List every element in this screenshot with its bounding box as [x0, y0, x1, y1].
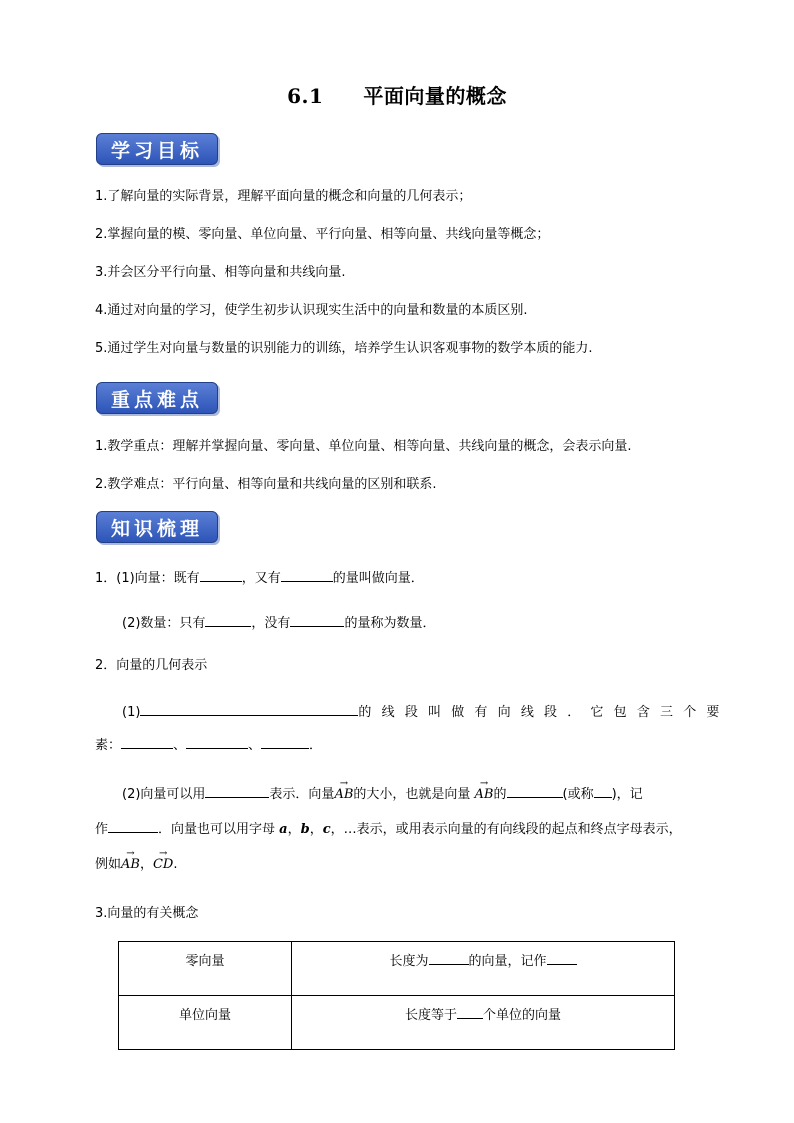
- fill-blank[interactable]: [281, 568, 333, 582]
- fill-blank[interactable]: [547, 951, 577, 965]
- goal-2: 2.掌握向量的模、零向量、单位向量、平行向量、相等向量、共线向量等概念；: [95, 227, 550, 242]
- section-badge-key-points: 重点难点: [96, 382, 218, 414]
- knowledge-vector-definition: 1．(1)向量：既有 ，又有 的量叫做向量．: [95, 568, 424, 588]
- fill-blank[interactable]: [429, 951, 469, 965]
- fill-blank[interactable]: [205, 613, 251, 627]
- table-cell-name: 单位向量: [119, 996, 292, 1050]
- fill-blank[interactable]: [200, 568, 242, 582]
- fill-blank[interactable]: [594, 784, 612, 798]
- goal-5: 5.通过学生对向量与数量的识别能力的训练，培养学生认识客观事物的数学本质的能力.: [95, 341, 593, 356]
- vector-ab: → AB: [334, 786, 353, 804]
- section-badge-knowledge: 知识梳理: [96, 511, 218, 543]
- goal-1: 1.了解向量的实际背景，理解平面向量的概念和向量的几何表示；: [95, 189, 472, 204]
- fill-blank[interactable]: [108, 819, 158, 833]
- fill-blank[interactable]: [507, 784, 563, 798]
- goal-3: 3.并会区分平行向量、相等向量和共线向量.: [95, 265, 346, 280]
- fill-blank[interactable]: [186, 735, 248, 749]
- knowledge-scalar-definition: (2)数量：只有 ，没有 的量称为数量．: [122, 613, 435, 633]
- section-badge-goals: 学习目标: [96, 133, 218, 165]
- knowledge-concepts-title: 3.向量的有关概念: [95, 906, 199, 921]
- table-cell-name: 零向量: [119, 942, 292, 996]
- vector-cd: → CD: [153, 856, 173, 874]
- key-point-1: 1.教学重点：理解并掌握向量、零向量、单位向量、相等向量、共线向量的概念，会表示向量.: [95, 439, 632, 454]
- vector-ab: → AB: [475, 786, 494, 804]
- knowledge-vector-representation: (2)向量可以用 表示．向量→ AB的大小，也就是向量 → AB的 (或称 )，记: [122, 784, 643, 804]
- vector-ab: → AB: [121, 856, 140, 874]
- table-cell-desc: 长度为 的向量，记作: [292, 942, 675, 996]
- knowledge-directed-segment: (1) 的线段叫做有向线段．它包含三个要: [122, 702, 730, 722]
- knowledge-geometric-title: 2．向量的几何表示: [95, 658, 208, 673]
- key-point-2: 2.教学难点：平行向量、相等向量和共线向量的区别和联系.: [95, 477, 437, 492]
- table-row: [119, 996, 675, 1050]
- concepts-table: [118, 941, 675, 1050]
- knowledge-vector-notation: 作 ．向量也可以用字母 a，b，c，…表示，或用表示向量的有向线段的起点和终点字母表示，: [95, 819, 682, 839]
- page-title: [0, 80, 794, 109]
- fill-blank[interactable]: [261, 735, 309, 749]
- table-cell-desc: 长度等于 个单位的向量: [292, 996, 675, 1050]
- title-text: 平面向量的概念: [363, 84, 507, 108]
- fill-blank[interactable]: [205, 784, 269, 798]
- title-number: 6.1: [287, 84, 324, 108]
- fill-blank[interactable]: [457, 1005, 483, 1019]
- knowledge-example: 例如→ AB，→ CD.: [95, 856, 178, 874]
- fill-blank[interactable]: [290, 613, 344, 627]
- table-row: [119, 942, 675, 996]
- goal-4: 4.通过对向量的学习，使学生初步认识现实生活中的向量和数量的本质区别.: [95, 303, 528, 318]
- knowledge-three-elements: 素： 、 、 ．: [95, 735, 322, 755]
- fill-blank[interactable]: [140, 702, 358, 716]
- fill-blank[interactable]: [121, 735, 173, 749]
